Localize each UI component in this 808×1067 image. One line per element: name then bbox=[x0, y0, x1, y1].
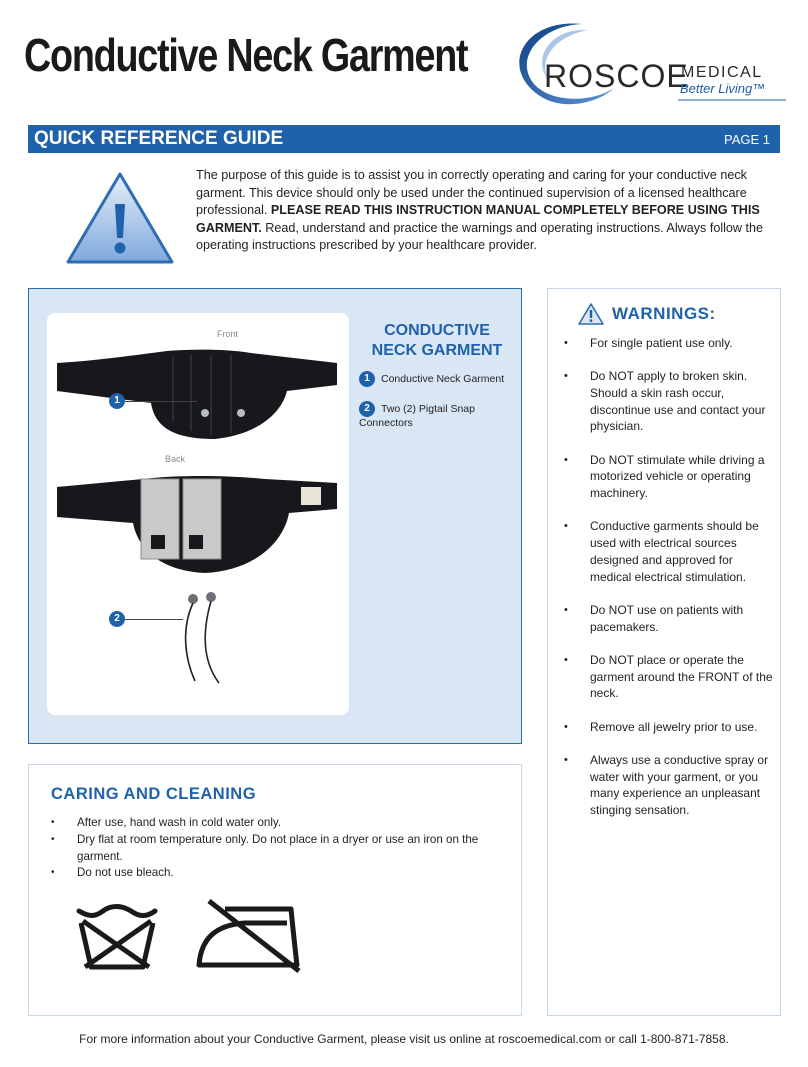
list-item: • Do NOT stimulate while driving a motorized vehicle or operating machinery. bbox=[562, 452, 774, 502]
care-list bbox=[51, 815, 511, 882]
garment-front-image bbox=[55, 341, 339, 441]
list-item: • Conductive garments should be used with electrical sources designed and approved for medical electrical stimulation. bbox=[562, 518, 774, 585]
footer-contact: For more information about your Conductive Garment, please visit us online at roscoemedical.com or call 1-800-871-7858. bbox=[79, 1032, 729, 1046]
warning-icon bbox=[578, 303, 604, 325]
callout-line-1 bbox=[125, 401, 197, 402]
logo-suffix: MEDICAL bbox=[681, 64, 763, 81]
component-badge: 2 bbox=[359, 401, 375, 417]
component-badge: 1 bbox=[359, 371, 375, 387]
list-item: • Do not use bleach. bbox=[51, 865, 511, 882]
callout-badge-1: 1 bbox=[109, 393, 125, 409]
component-label: Conductive Neck Garment bbox=[381, 373, 505, 385]
intro-text-2: Read, understand and practice the warnings and operating instructions. Always follow the operating instructions prescribed by your healthcare provider. bbox=[196, 220, 764, 253]
back-label: Back bbox=[165, 454, 186, 464]
garment-heading: CONDUCTIVE NECK GARMENT bbox=[371, 322, 503, 359]
warnings-panel bbox=[547, 288, 781, 1016]
component-label: Two (2) Pigtail Snap Connectors bbox=[359, 403, 475, 430]
document-title: Conductive Neck Garment bbox=[24, 29, 468, 81]
ribbon-title: QUICK REFERENCE GUIDE bbox=[34, 128, 284, 149]
list-item: • Dry flat at room temperature only. Do not place in a dryer or use an iron on the garment. bbox=[51, 832, 511, 866]
list-item: • For single patient use only. bbox=[562, 335, 774, 352]
list-item: • Do NOT apply to broken skin. Should a skin rash occur, discontinue use and contact your physician. bbox=[562, 368, 774, 435]
garment-panel bbox=[28, 288, 522, 744]
intro-text-1: The purpose of this guide is to assist you in correctly operating and caring for your conductive neck garment. This device should only be used under the continued supervision of a licensed healthcare professional. bbox=[196, 168, 747, 218]
component-item-1 bbox=[359, 371, 504, 387]
section-ribbon bbox=[28, 125, 780, 153]
garment-back-image bbox=[55, 465, 339, 575]
snap-connectors-image bbox=[175, 589, 235, 689]
do-not-iron-icon bbox=[195, 895, 307, 975]
front-label: Front bbox=[217, 329, 239, 339]
list-item: • Remove all jewelry prior to use. bbox=[562, 719, 774, 736]
logo-brand: ROSCOE bbox=[544, 58, 689, 94]
list-item: • Do NOT place or operate the garment around the FRONT of the neck. bbox=[562, 652, 774, 702]
component-item-2 bbox=[359, 401, 521, 429]
intro-paragraph bbox=[196, 167, 774, 255]
warnings-header bbox=[578, 303, 716, 325]
care-panel bbox=[28, 764, 522, 1016]
intro-bold-warning: PLEASE READ THIS INSTRUCTION MANUAL COMPLETELY BEFORE USING THIS GARMENT. bbox=[196, 203, 760, 235]
callout-line-2 bbox=[125, 619, 183, 620]
callout-badge-2: 2 bbox=[109, 611, 125, 627]
care-heading: CARING AND CLEANING bbox=[51, 785, 257, 803]
no-machine-wash-icon bbox=[75, 903, 159, 973]
logo-tagline: Better Living™ bbox=[680, 81, 766, 96]
list-item: • Do NOT use on patients with pacemakers. bbox=[562, 602, 774, 635]
roscoe-medical-logo bbox=[504, 18, 794, 110]
page-number: PAGE 1 bbox=[723, 132, 770, 147]
caution-triangle-icon bbox=[64, 170, 176, 268]
warnings-list bbox=[562, 335, 774, 835]
warnings-heading: WARNINGS: bbox=[612, 304, 716, 323]
garment-photo-card bbox=[47, 313, 349, 715]
list-item: • Always use a conductive spray or water with your garment, or you many experience an unpleasant stinging sensation. bbox=[562, 752, 774, 819]
list-item: • After use, hand wash in cold water only. bbox=[51, 815, 511, 832]
